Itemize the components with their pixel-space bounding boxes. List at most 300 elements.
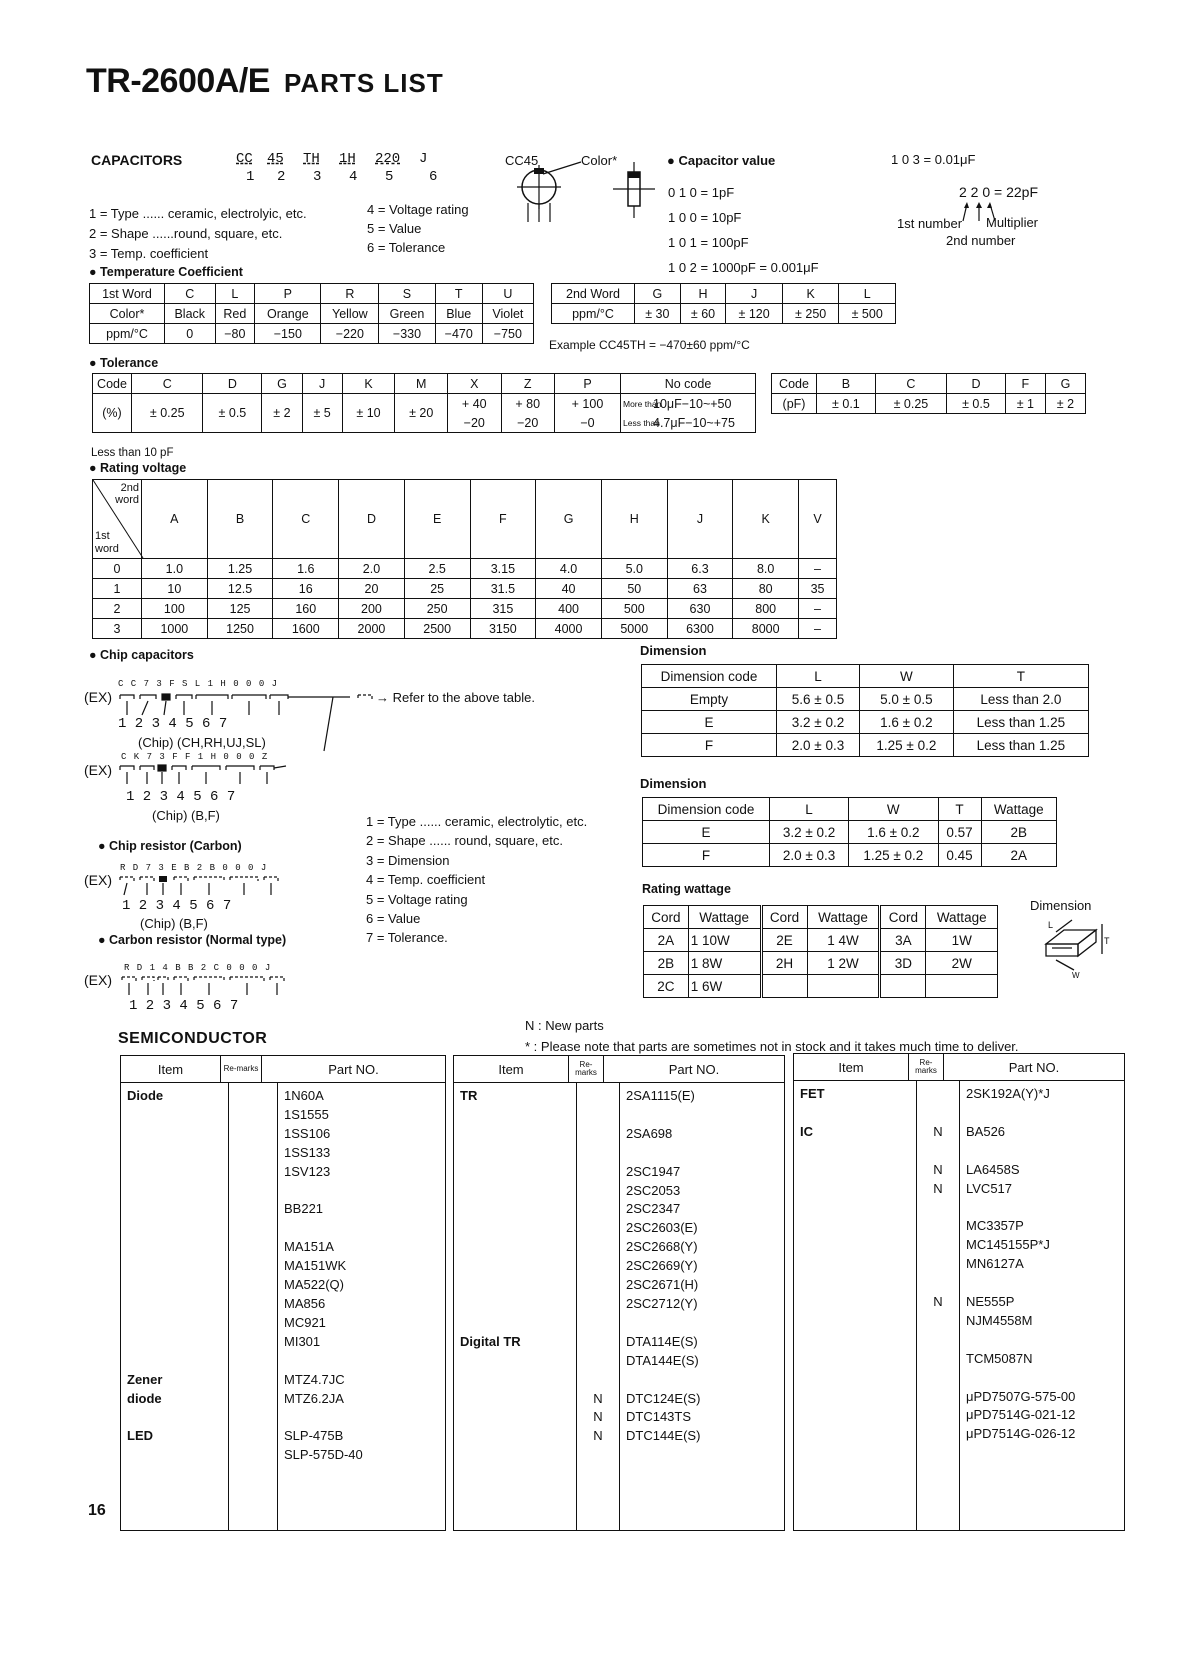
item-label xyxy=(127,1144,222,1163)
remark-mark xyxy=(235,1352,271,1371)
item-label xyxy=(800,1255,910,1274)
table-cell: 1.6 ± 0.2 xyxy=(849,821,938,844)
table-cell: ± 1 xyxy=(1005,394,1045,414)
table-cell: Z xyxy=(501,374,554,394)
table-cell: 0.57 xyxy=(938,821,981,844)
table-cell: – xyxy=(799,559,837,579)
table-cell: 80 xyxy=(733,579,799,599)
table-cell: 8000 xyxy=(733,619,799,639)
cap-value-heading-text: Capacitor value xyxy=(678,153,776,168)
table-cell: No code xyxy=(621,374,756,394)
table-cell: E xyxy=(643,821,770,844)
part-number: SLP-475B xyxy=(284,1428,344,1444)
table-cell: W xyxy=(859,665,953,688)
item-label xyxy=(800,1104,910,1123)
chip-res-ex-sub: (Chip) (B,F) xyxy=(140,916,208,931)
item-column xyxy=(794,1081,917,1531)
part-number: 2SC2603(E) xyxy=(626,1220,698,1236)
legend-line: 7 = Tolerance. xyxy=(366,930,448,946)
wattage-heading: Rating wattage xyxy=(642,882,731,896)
table-cell: J xyxy=(726,284,783,304)
table-cell: −20 xyxy=(448,413,501,433)
part-number xyxy=(626,1314,778,1333)
item-label xyxy=(800,1236,910,1255)
multiplier-first: 1st number xyxy=(897,216,963,231)
table-cell: 315 xyxy=(470,599,536,619)
chip-res-ex-label: (EX) xyxy=(84,872,112,888)
remark-mark xyxy=(235,1200,271,1219)
items-list xyxy=(800,1085,910,1463)
table-row xyxy=(644,952,998,975)
part-number xyxy=(966,1198,1118,1217)
table-cell: −150 xyxy=(255,324,321,344)
table-cell: R xyxy=(321,284,379,304)
remark-mark: N xyxy=(933,1123,943,1139)
table-cell: ± 0.25 xyxy=(875,394,946,414)
part-number: DTC144E(S) xyxy=(626,1428,701,1444)
part-number: 2SC2671(H) xyxy=(626,1277,699,1293)
item-label: Diode xyxy=(127,1088,164,1103)
item-label: diode xyxy=(127,1390,162,1406)
table-cell xyxy=(621,413,756,433)
table-cell: X xyxy=(448,374,501,394)
table-row xyxy=(644,975,998,998)
remark-mark xyxy=(923,1331,953,1350)
table-cell: T xyxy=(938,798,981,821)
table-cell: 4.0 xyxy=(536,559,602,579)
table-cell: ± 0.1 xyxy=(817,394,876,414)
carbon-res-brackets-icon xyxy=(120,973,320,997)
table-cell: −470 xyxy=(435,324,482,344)
chip-caps-heading: ● Chip capacitors xyxy=(89,648,194,662)
part-number: MA151WK xyxy=(284,1258,347,1274)
table-cell: 2E xyxy=(761,929,807,952)
table-cell: Dimension code xyxy=(643,798,770,821)
table-cell: 160 xyxy=(273,599,339,619)
table-cell: F xyxy=(470,480,536,559)
part-number: 1SS106 xyxy=(284,1125,331,1141)
cap-value-line: 0 1 0 = 1pF xyxy=(668,185,735,200)
table-cell: ± 500 xyxy=(839,304,896,324)
cap-value-heading: ● Capacitor value xyxy=(667,153,776,168)
table-cell: 2.5 xyxy=(404,559,470,579)
multiplier-label: Multiplier xyxy=(986,215,1039,230)
part-number: MI301 xyxy=(284,1333,321,1349)
chip-caps-ex2-sub: (Chip) (B,F) xyxy=(152,808,220,823)
chip-caps-ex2-numbers: 1 2 3 4 5 6 7 xyxy=(126,789,236,805)
rating-voltage-table xyxy=(92,479,837,639)
part-number xyxy=(966,1142,1118,1161)
item-label xyxy=(127,1257,222,1276)
table-row xyxy=(552,284,896,304)
table-cell: W xyxy=(849,798,938,821)
remark-mark xyxy=(583,1106,613,1125)
wattage-table xyxy=(643,905,998,998)
table-cell: 1st Word xyxy=(90,284,165,304)
part-number: TCM5087N xyxy=(966,1350,1033,1366)
table-cell: ± 2 xyxy=(262,394,302,433)
table-cell: ± 0.5 xyxy=(203,394,262,433)
semiconductor-table-2 xyxy=(453,1055,785,1531)
table-cell: 1.25 ± 0.2 xyxy=(859,734,953,757)
legend-line: 2 = Shape ...... round, square, etc. xyxy=(366,833,563,849)
table-cell: 1.6 ± 0.2 xyxy=(859,711,953,734)
table-cell: 1 8W xyxy=(688,952,761,975)
table-cell: Green xyxy=(379,304,435,324)
table-cell: G xyxy=(262,374,302,394)
item-label xyxy=(800,1331,910,1350)
carbon-res-heading: ● Carbon resistor (Normal type) xyxy=(98,933,287,947)
part-number: DTC124E(S) xyxy=(626,1390,701,1406)
temp-coeff-table xyxy=(89,283,534,344)
part-number xyxy=(284,1352,439,1371)
table-cell: 1 10W xyxy=(688,929,761,952)
carbon-res-ex-numbers: 1 2 3 4 5 6 7 xyxy=(129,998,239,1014)
table-row xyxy=(794,1054,1125,1081)
remark-mark xyxy=(923,1274,953,1293)
code-num-1: 1 xyxy=(246,169,255,185)
col-part-header: Part NO. xyxy=(944,1054,1125,1081)
item-label xyxy=(460,1257,570,1276)
item-label xyxy=(127,1125,222,1144)
part-number xyxy=(966,1369,1118,1388)
code-part-3: TH xyxy=(303,151,320,167)
item-label xyxy=(127,1446,222,1465)
table-cell: J xyxy=(302,374,342,394)
part-number: NE555P xyxy=(966,1293,1015,1309)
item-label xyxy=(127,1182,222,1201)
table-cell: Wattage xyxy=(807,906,880,929)
part-number xyxy=(966,1444,1118,1463)
remarks-list xyxy=(235,1087,271,1465)
table-row xyxy=(121,1083,446,1531)
rating-voltage-heading-text: Rating voltage xyxy=(100,461,187,475)
item-label xyxy=(800,1293,910,1312)
col-item-header: Item xyxy=(454,1056,569,1083)
table-cell: 8.0 xyxy=(733,559,799,579)
code-num-3: 3 xyxy=(313,169,322,185)
table-row xyxy=(644,906,998,929)
part-number: MC145155P*J xyxy=(966,1237,1050,1253)
item-label: Digital TR xyxy=(460,1333,521,1349)
table-cell: D xyxy=(947,374,1006,394)
table-cell: Less than 1.25 xyxy=(953,711,1088,734)
table-cell: 630 xyxy=(667,599,733,619)
table-cell: 3A xyxy=(880,929,926,952)
table-cell: Red xyxy=(215,304,255,324)
table-row xyxy=(90,324,534,344)
remark-mark xyxy=(235,1182,271,1201)
table-cell: 800 xyxy=(733,599,799,619)
item-label xyxy=(460,1125,570,1144)
code-part-1: CC xyxy=(236,151,253,167)
part-number: 2SA1115(E) xyxy=(626,1088,695,1103)
table-cell: 400 xyxy=(536,599,602,619)
page-number: 16 xyxy=(88,1502,106,1519)
table-cell: 6.3 xyxy=(667,559,733,579)
table-cell: 0 xyxy=(165,324,216,344)
remark-mark xyxy=(923,1350,953,1369)
table-cell: E xyxy=(404,480,470,559)
multiplier-example: 2 2 0 = 22pF xyxy=(959,184,1039,200)
item-label xyxy=(800,1350,910,1369)
table-cell: 1250 xyxy=(207,619,273,639)
item-label xyxy=(127,1276,222,1295)
table-cell xyxy=(807,975,880,998)
table-cell: Wattage xyxy=(926,906,998,929)
table-row xyxy=(454,1083,785,1531)
chip-caps-ex1-label: (EX) xyxy=(84,689,112,705)
item-label xyxy=(127,1219,222,1238)
note-new-parts: N : New parts xyxy=(525,1018,604,1033)
part-column xyxy=(960,1081,1125,1531)
remark-mark xyxy=(235,1144,271,1163)
item-label xyxy=(460,1314,570,1333)
remark-mark: N xyxy=(933,1293,943,1309)
remark-mark xyxy=(923,1312,953,1331)
table-cell: C xyxy=(165,284,216,304)
table-row xyxy=(93,599,837,619)
col-item-header: Item xyxy=(121,1056,221,1083)
table-row xyxy=(642,734,1089,757)
legend-line: 4 = Voltage rating xyxy=(367,202,469,217)
remark-mark xyxy=(923,1104,953,1123)
table-row xyxy=(772,374,1086,394)
part-number: μPD7514G-026-12 xyxy=(966,1426,1076,1442)
remark-mark xyxy=(235,1087,271,1106)
part-number: 1SS133 xyxy=(284,1144,331,1160)
rating-voltage-heading: ● Rating voltage xyxy=(89,461,187,475)
capacitor-code-numbers xyxy=(246,169,449,185)
table-cell: 10 xyxy=(142,579,208,599)
table-cell: 12.5 xyxy=(207,579,273,599)
table-cell: Yellow xyxy=(321,304,379,324)
table-cell: K xyxy=(733,480,799,559)
table-cell: ± 120 xyxy=(726,304,783,324)
item-label: TR xyxy=(460,1088,478,1103)
chip-caps-ex2-brackets-icon xyxy=(118,762,338,786)
part-number: 2SC1947 xyxy=(626,1163,681,1179)
remark-mark xyxy=(583,1314,613,1333)
table-cell: ± 0.25 xyxy=(132,394,203,433)
remark-mark xyxy=(235,1427,271,1446)
table-cell: – xyxy=(799,619,837,639)
table-cell: G xyxy=(1045,374,1085,394)
code-part-5: 220 xyxy=(375,151,401,167)
nocode-less-label: Less than xyxy=(623,418,660,429)
item-label xyxy=(460,1219,570,1238)
item-label xyxy=(460,1352,570,1371)
chip-res-heading: ● Chip resistor (Carbon) xyxy=(98,839,242,853)
table-cell: 1.6 xyxy=(273,559,339,579)
remark-mark xyxy=(583,1352,613,1371)
dim-T-label: T xyxy=(1104,936,1110,946)
legend-line: 3 = Temp. coefficient xyxy=(89,246,209,261)
figure-color-label: Color* xyxy=(581,153,618,168)
carbon-res-ex-label: (EX) xyxy=(84,972,112,988)
nocode-more-label: More than xyxy=(623,399,662,410)
item-label xyxy=(460,1276,570,1295)
part-number: 2SC2669(Y) xyxy=(626,1258,698,1274)
carbon-res-ex-code: R D 1 4 B B 2 C 0 0 0 J xyxy=(124,963,272,973)
table-cell: Dimension code xyxy=(642,665,777,688)
table-cell: 1 4W xyxy=(807,929,880,952)
table-cell: Black xyxy=(165,304,216,324)
table-cell: 0.45 xyxy=(938,844,981,867)
remarks-column xyxy=(917,1081,960,1531)
semi-table-2-header xyxy=(453,1055,785,1083)
chip-caps-ex1-code: C C 7 3 F S L 1 H 0 0 0 J xyxy=(118,679,279,689)
table-cell: L xyxy=(777,665,860,688)
table-cell: 1 xyxy=(93,579,142,599)
remark-mark: N xyxy=(593,1409,603,1425)
semi-table-1-body xyxy=(120,1083,446,1531)
item-column xyxy=(121,1083,229,1531)
table-row xyxy=(772,394,1086,414)
table-cell: 1000 xyxy=(142,619,208,639)
part-number: 2SC2668(Y) xyxy=(626,1239,698,1255)
table-cell xyxy=(761,975,807,998)
legend-line: 1 = Type ...... ceramic, electrolytic, etc. xyxy=(366,814,588,829)
table-cell: B xyxy=(207,480,273,559)
table-cell: H xyxy=(680,284,726,304)
col-part-header: Part NO. xyxy=(604,1056,785,1083)
item-label xyxy=(800,1388,910,1407)
table-cell: 1W xyxy=(926,929,998,952)
table-cell: Color* xyxy=(90,304,165,324)
table-cell: L xyxy=(770,798,849,821)
part-number: 2SC2053 xyxy=(626,1182,681,1198)
part-number: 2SC2712(Y) xyxy=(626,1295,698,1311)
item-label xyxy=(460,1446,570,1465)
table-cell: D xyxy=(203,374,262,394)
table-cell: (pF) xyxy=(772,394,817,414)
remark-mark xyxy=(583,1182,613,1201)
dim2-heading: Dimension xyxy=(640,776,707,791)
table-cell: J xyxy=(667,480,733,559)
table-cell: E xyxy=(642,711,777,734)
table-row xyxy=(642,688,1089,711)
remark-mark xyxy=(923,1255,953,1274)
item-label xyxy=(800,1142,910,1161)
table-cell: 500 xyxy=(601,599,667,619)
col-remarks-header: Re-marks xyxy=(221,1056,262,1083)
tolerance-heading: ● Tolerance xyxy=(89,356,159,370)
item-column xyxy=(454,1083,577,1531)
table-cell: 35 xyxy=(799,579,837,599)
table-cell: −220 xyxy=(321,324,379,344)
table-row xyxy=(93,394,756,414)
dim-W-label: W xyxy=(1072,971,1080,980)
parts-list xyxy=(966,1085,1118,1463)
table-cell: 3.15 xyxy=(470,559,536,579)
part-number xyxy=(626,1446,778,1465)
item-label xyxy=(800,1217,910,1236)
remark-mark xyxy=(583,1333,613,1352)
col-part-header: Part NO. xyxy=(262,1056,446,1083)
remark-mark xyxy=(583,1371,613,1390)
remark-mark xyxy=(923,1198,953,1217)
table-cell: Blue xyxy=(435,304,482,324)
table-row xyxy=(454,1056,785,1083)
item-label: Zener xyxy=(127,1371,163,1387)
item-label xyxy=(460,1390,570,1409)
table-cell: 3D xyxy=(880,952,926,975)
remark-mark xyxy=(923,1236,953,1255)
chip-res-ex-numbers: 1 2 3 4 5 6 7 xyxy=(122,898,232,914)
part-column xyxy=(620,1083,785,1531)
remarks-list xyxy=(923,1085,953,1463)
part-number: MC3357P xyxy=(966,1218,1024,1234)
item-label xyxy=(127,1352,222,1371)
item-label xyxy=(460,1200,570,1219)
table-cell: 2B xyxy=(981,821,1056,844)
remark-mark xyxy=(235,1276,271,1295)
model-number: TR-2600A/E xyxy=(86,62,270,100)
capacitor-code-example xyxy=(236,151,439,167)
cap-value-line: 1 0 2 = 1000pF = 0.001μF xyxy=(668,260,819,275)
table-cell xyxy=(880,975,926,998)
parts-list xyxy=(626,1087,778,1465)
table-cell: 2H xyxy=(761,952,807,975)
table-row xyxy=(642,711,1089,734)
cap-value-example: 1 0 3 = 0.01μF xyxy=(891,152,976,167)
table-cell: T xyxy=(435,284,482,304)
item-label xyxy=(127,1408,222,1427)
table-cell: D xyxy=(339,480,405,559)
tolerance-pf-table xyxy=(771,373,1086,414)
legend-line: 6 = Value xyxy=(366,911,421,927)
table-cell: ± 10 xyxy=(342,394,395,433)
part-number xyxy=(966,1331,1118,1350)
table-cell: ± 5 xyxy=(302,394,342,433)
table-cell: Less than 1.25 xyxy=(953,734,1088,757)
remark-mark xyxy=(583,1125,613,1144)
table-cell: Cord xyxy=(880,906,926,929)
code-num-4: 4 xyxy=(349,169,358,185)
table-cell: 2B xyxy=(644,952,689,975)
remark-mark xyxy=(583,1238,613,1257)
item-label xyxy=(460,1106,570,1125)
table-cell: + 40 xyxy=(448,394,501,414)
code-part-2: 45 xyxy=(267,151,284,167)
table-cell: C xyxy=(132,374,203,394)
remark-mark xyxy=(583,1163,613,1182)
table-row xyxy=(644,929,998,952)
table-cell: ± 2 xyxy=(1045,394,1085,414)
tolerance-table xyxy=(92,373,756,433)
part-number: LVC517 xyxy=(966,1180,1013,1196)
remark-mark xyxy=(235,1314,271,1333)
table-cell: ± 30 xyxy=(635,304,681,324)
table-row xyxy=(642,665,1089,688)
code-part-4: 1H xyxy=(339,151,356,167)
table-cell: F xyxy=(642,734,777,757)
table-cell: Wattage xyxy=(688,906,761,929)
table-row xyxy=(90,304,534,324)
table-cell: ± 60 xyxy=(680,304,726,324)
part-number: 1N60A xyxy=(284,1088,324,1103)
table-cell: 25 xyxy=(404,579,470,599)
table-cell: 2 xyxy=(93,599,142,619)
table-cell: −80 xyxy=(215,324,255,344)
chip-caps-ex1-sub: (Chip) (CH,RH,UJ,SL) xyxy=(138,735,266,750)
remark-mark xyxy=(583,1144,613,1163)
table-cell xyxy=(926,975,998,998)
table-cell: −750 xyxy=(482,324,533,344)
part-number: MTZ4.7JC xyxy=(284,1371,345,1387)
item-label xyxy=(127,1200,222,1219)
